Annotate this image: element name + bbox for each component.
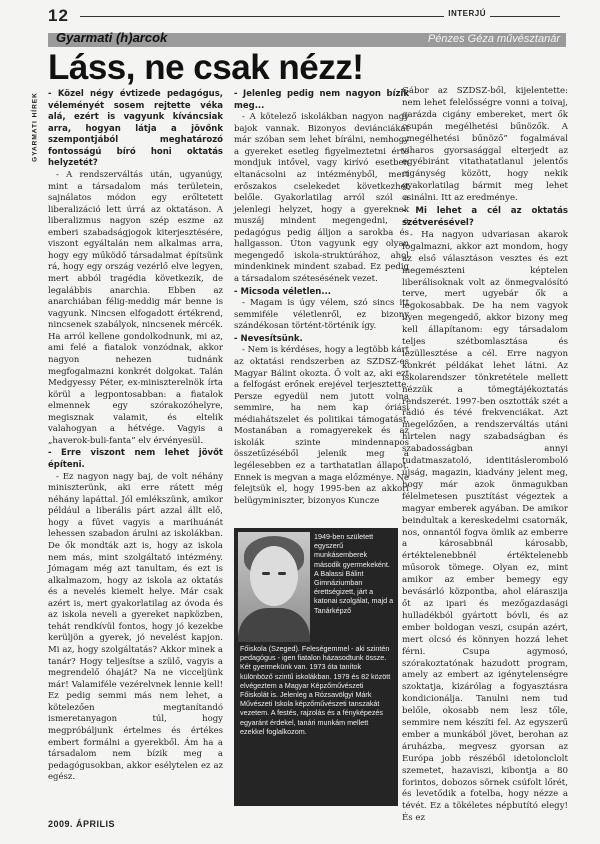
headline: Láss, ne csak nézz! (48, 48, 364, 87)
paragraph: - Nevesítsünk. (234, 333, 303, 344)
paragraph: - Közel négy évtizede pedagógus, véleményét sosem rejtette véka alá, ezért is vagyunk kíváncsiak arra, hogyan látja a jövőnk szempontjából meghatározó fontosságú bíró honi oktatás helyzetét? (48, 89, 223, 169)
sidebar-label: GYARMATI HÍREK (31, 92, 39, 162)
paragraph: - Mi lehet a cél az oktatás szétverésével? (402, 206, 568, 228)
paragraph: Gábor az SZDSZ-ből, kijelentette: nem lehet felelősségre vonni a toivaj, garázda cigány embereket, mert ők csupán megélhetési bűnözők. A „megélhetési bűnöző” fogalmával viharos gyorsasággal elterjedt az egyébiránt vitathatatlanul jelentős cigánység között, hogy nekik gyakorlatilag bármit meg lehet csinálni. Itt az eredménye. (402, 86, 568, 204)
sidebar-tag (28, 62, 42, 192)
paragraph: - Ez nagyon nagy baj, de volt néhány miniszterünk, aki erre rátett még néhány lapáttal. Jól emlékszünk, amikor például a liberális párt azzal állt elő, hogy a fűvet vagyis a marihuánát lehessen szabadon árulni az iskolákban. De ők mondták azt is, hogy az iskola nem más, mint szolgáltató intézmény. Jómagam még azt tanultam, és ezt is alkalmazom, hogy az iskola az oktatás és a nevelés kiemelt helye. Már csak azért is, mert gyakorlatilag az óvoda és az iskola neveli a gyereket napközben, tehát rendkívül fontos, hogy jó kezekbe kerüljön a gyerek, jó nevelést kapjon. Mi az, hogy szolgáltatás? Akkor minek a tanár? Hogy teljesítse a szülő, vagyis a megrendelő óhaját? Na ne vicceljünk már! Valamiféle vezérelvnek lennie kell! Ez pedig semmi más nem lehet, a kötelezően megtanítandó ismeretanyagon túl, hogy megpróbáljunk értelmes és értékes embert formálni a gyerekből. Ám ha a társadalom nem bízik meg a pedagógusokban, akkor esélytelen ez az egész. (48, 471, 223, 783)
paragraph: - Micsoda véletlen... (234, 286, 332, 297)
bio-text-top: 1949-ben született egyszerű munkásemberek második gyermekeként. A Balassi Bálint Gimnáziumban érettségizett, járt a katonai szolgálat, majd a Tanárképző (314, 532, 394, 615)
page-number: 12 (48, 6, 69, 25)
issue-footer: 2009. ÁPRILIS (48, 819, 116, 829)
paragraph: - Magam is úgy vélem, szó sincs itt semmiféle véletlenről, ez bizony szándékosan történt-történik így. (234, 298, 409, 332)
photo-caption-box (234, 528, 398, 806)
article-column-3 (402, 86, 568, 825)
byline: Pénzes Géza művésztanár (427, 33, 560, 45)
paragraph: - A rendszerváltás után, ugyanúgy, mint a társadalom más területein, sajnálatos módon egy erőltetett liberalizáció lett úrrá az oktatáson. A liberalizmus nagyon szép eszme az emberi szabadságjogok kiterjesztésére, viszont egyáltalán nem alkalmas arra, hogy egy működő társadalmat építsünk rá, hogy egy ország vezérlő elve legyen, mert abból tragédia következik, de legalábbis anarchia. Ebben az anarchiában félig-meddig már benne is vagyunk. Nincsen elfogadott értékrend, nincsenek szabályok, nincsenek mércék. Ha arról kellene gondolkodnunk, mi az, ami felé a fiatalok vonzódnak, akkor nagyon nehezen tudnánk megfogalmazni konkrét dolgokat. Talán Medgyessy Péter, ex-miniszterelnök írta körül a legpontosabban: a fiatalok elmennek egy szórakozóhelyre, megisznak valamit, és eltelik valahogyan a hétvége. Vagyis a „haverok-buli-fanta” elv érvényesül. (48, 169, 223, 446)
article-column-1 (48, 88, 223, 784)
portrait-body (238, 608, 310, 642)
bio-text-bottom: Főiskola (Szeged). Feleségemmel - aki szintén pedagógus - igen fiatalon házasodtunk össze. Két gyermekünk van. 1973 óta tanítok különböző szintű iskolákban. 1979 és 82 között elvégeztem a Magyar Képzőművészeti Főiskolát is. Jelenleg a Rózsavölgyi Márk Művészeti Iskola képzőművészeti tanszakát vezetem. A festés, rajzolás és a fényképezés egyaránt érdekel, tanári munkám mellett ezekkel foglalkozom. (240, 644, 391, 736)
paragraph: - Ha nagyon udvariasan akarok fogalmazni, akkor azt mondom, hogy az első választáson vesztes és ezt megemészteni képtelen liberálisoknak volt az önmegvalósító terve, mert ugyebár ők a legokosabbak. De ha nem vagyok ilyen megengedő, akkor bizony meg kell állapítanom: egy társadalom teljes szétbomlasztása és lezüllesztése a cél. Erre nagyon konkrét példákat lehet látni. Az iskolarendszer tönkretétele mellett nézzük a tömegtájékoztatás rendszerét. 1997-ben osztották szét a rádió és tévé frekvenciákat. Azt megelőzően, a rendszerváltás utáni hirtelen nagy szabadságban és szabadosságban annyi tudatmaszatoló, identitásleromboló újság, magazin, kiadvány jelent meg, hogy már azok önmagukban félelmetesen pusztítást végeztek a magyar emberek agyában. De amikor beindultak a kereskedelmi csatornák, nos, onnantól fogva ömlik az emberre a károsabbnál károsabb, értéktelenebbnél értéktelenebb műsorok tömege. Olyan ez, mint amikor az ember bemegy egy bevásárló központba, ahol eláraszija őt az ipari és mezőgazdasági hulladékból gyártott bóvli, és az ember boldogan veszi, csupán azért, mert olcsó és könnyen hozzá lehet férni. Csupa agymosó, szórakoztatónak hazudott program, amely az embert az igénytelenségre szoktatja, kizárólag a fogyasztásra kondicionálja. Tanulni nem tud belőle, okosabb nem lesz tőle, semmire nem készíti fel. Az egyszerű ember a munkából jövet, berohan az áruházba, megvesz gyorsan az Európa jobb részéből idetolonclolt szemetet, hazaviszi, kibontja a 80 forintos, dobozos sörnek csúfolt lőrét, és levetődik a fotelba, hogy nézze a tévét. Ez a tökéletes népbutító elegy! És ez (402, 229, 568, 824)
section-label: INTERJÚ (444, 9, 490, 18)
paragraph: - Nem is kérdéses, hogy a legtöbb kárt az oktatási rendszerben az SZDSZ-es Magyar Bálint okozta. Ő volt az, aki ezt a felfogást erőnek erejével terjesztette. Persze egyedül nem jutott volna semmire, ha nem kap óriási médiahátszelet és politikai támogatást. Mostanában a romagyerekek és az iskolák szinte mindennapos összetűzéséből jelenik meg a legélesebben ez a tarthatatlan állapot. Ennek is megvan a maga előzménye. Ne felejtsük el, hogy 1995-ben az akkori belügyminiszter, bizonyos Kuncze (234, 345, 409, 506)
column-name: Gyarmati (h)arcok (56, 30, 168, 45)
article-column-2 (234, 88, 409, 507)
paragraph: - A kötelező iskolákban nagyon nagy bajok vannak. Bizonyos deviánciákat már szóban sem lehet bírálni, nemhogy a gyereket esetleg figyelmeztetni érte mondjuk intővel, vagy kirívó esetben eltanácsolni az intézményből, mert erőszakos cselekedet következhet belőle. Gyakorlatilag arról szól a jelenlegi helyzet, hogy a gyereknek muszáj mindent megengedni, a pedagógus pedig álljon a sarokba és hallgasson. Úton vagyunk egy olyan megengedő iskola-struktúrához, ahol mindenkinek mindent szabad. Ez pedig a társadalom szétesésének vezet. (234, 112, 409, 284)
portrait-photo (238, 532, 310, 642)
paragraph: - Erre viszont nem lehet jövőt építeni. (48, 448, 223, 470)
paragraph: - Jelenleg pedig nem nagyon bízik meg... (234, 89, 409, 111)
portrait-eye (262, 572, 270, 575)
portrait-eye (278, 572, 286, 575)
portrait-face (250, 546, 298, 606)
